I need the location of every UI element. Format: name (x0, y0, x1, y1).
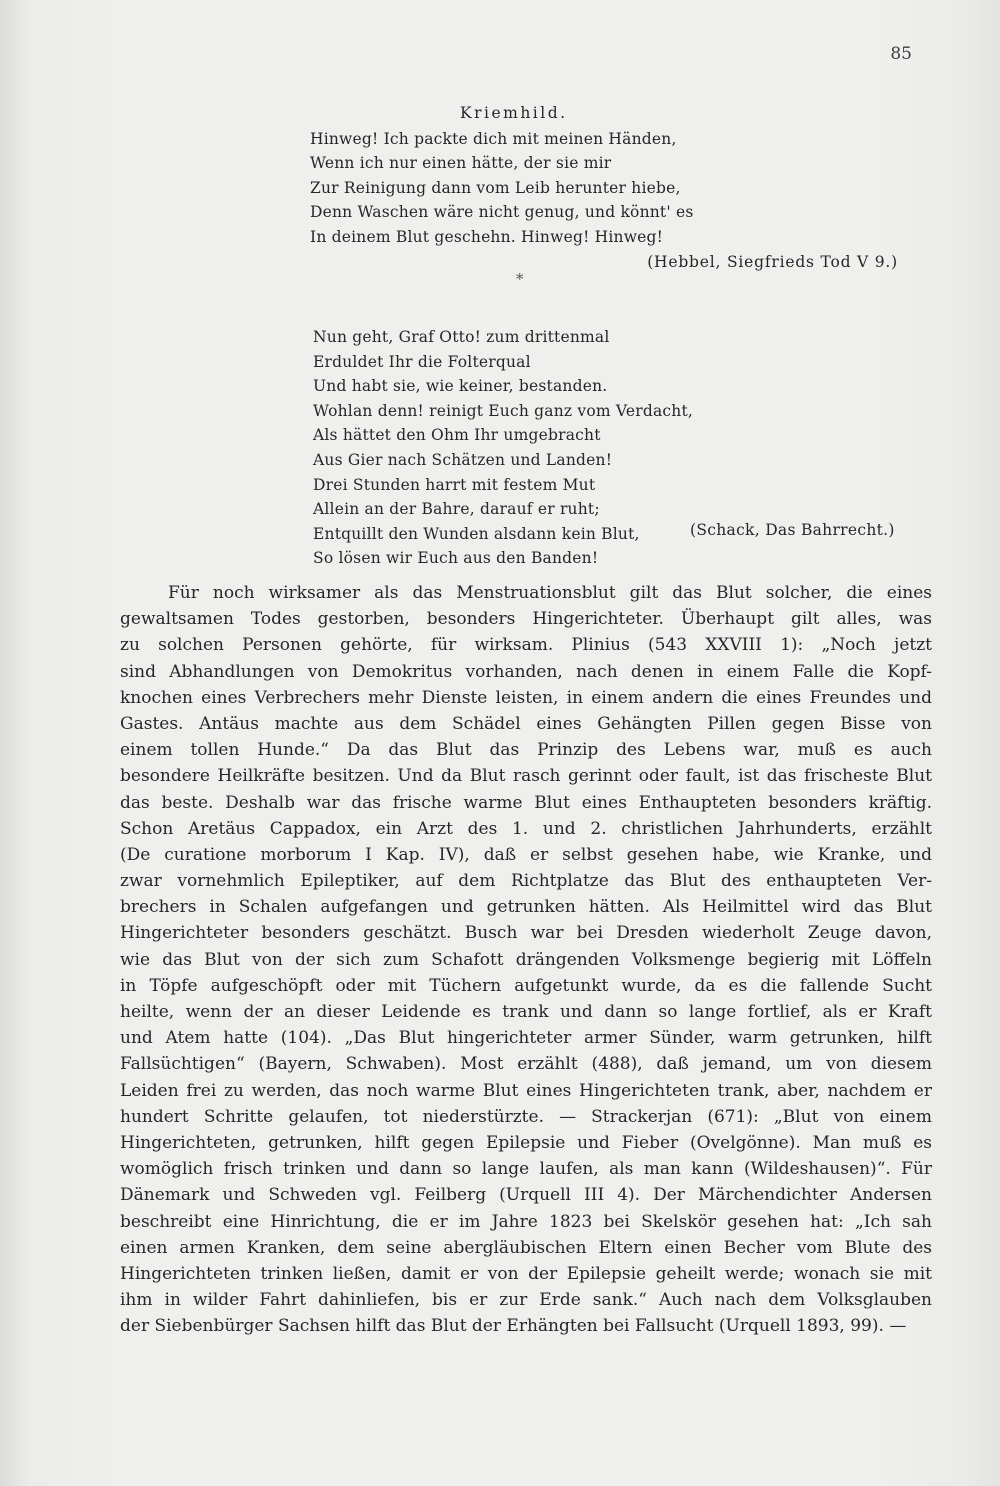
text-line: wie das Blut von der sich zum Schafott drängenden Volksmenge begierig mit Löffeln (120, 949, 932, 970)
poem-line: Aus Gier nach Schätzen und Landen! (313, 450, 613, 469)
poem-line: So lösen wir Euch aus den Banden! (313, 549, 599, 568)
poem-line: In deinem Blut geschehn. Hinweg! Hinweg! (310, 227, 664, 246)
text-line: das beste. Deshalb war das frische warme Blut eines Enthaupteten besonders kräftig. (120, 792, 932, 813)
text-line: zwar vornehmlich Epileptiker, auf dem Richtplatze das Blut des enthaupteten Ver- (120, 871, 932, 892)
text-line: gewaltsamen Todes gestorben, besonders Hingerichteter. Überhaupt gilt alles, was (120, 609, 932, 630)
text-line: Hingerichteter besonders geschätzt. Busch war bei Dresden wiederholt Zeuge davon, (120, 923, 932, 944)
poem-line: Entquillt den Wunden alsdann kein Blut, (313, 524, 640, 543)
text-line: brechers in Schalen aufgefangen und getrunken hätten. Als Heilmittel wird das Blut (120, 897, 932, 918)
poem-line: Allein an der Bahre, darauf er ruht; (313, 500, 600, 519)
text-line: Leiden frei zu werden, das noch warme Blut eines Hingerichteten trank, aber, nachdem er (120, 1080, 932, 1101)
poem-attribution: (Schack, Das Bahrrecht.) (690, 521, 895, 539)
poem-line: Als hättet den Ohm Ihr umgebracht (313, 426, 601, 445)
text-line: ihm in wilder Fahrt dahinliefen, bis er zur Erde sank.“ Auch nach dem Volksglauben (120, 1290, 932, 1311)
poem-line: Drei Stunden harrt mit festem Mut (313, 475, 596, 494)
text-line: Hingerichteten trinken ließen, damit er von der Epilepsie geheilt werde; wonach sie mit (120, 1263, 932, 1284)
text-line: zu solchen Personen gehörte, für wirksam. Plinius (543 XXVIII 1): „Noch jetzt (120, 635, 932, 656)
poem-line: Wenn ich nur einen hätte, der sie mir (310, 154, 612, 173)
page-number: 85 (890, 44, 912, 64)
poem-speaker-heading: Kriemhild. (460, 104, 568, 122)
poem-line: Erduldet Ihr die Folterqual (313, 352, 531, 371)
text-line: knochen eines Verbrechers mehr Dienste leisten, in einem andern die eines Freundes und (120, 687, 932, 708)
poem-line: Zur Reinigung dann vom Leib herunter hiebe, (310, 178, 681, 197)
text-line: einem tollen Hunde.“ Da das Blut das Prinzip des Lebens war, muß es auch (120, 740, 932, 761)
text-line: und Atem hatte (104). „Das Blut hingerichteter armer Sünder, warm getrunken, hilft (120, 1028, 932, 1049)
section-separator: * (516, 270, 524, 288)
poem-line: Denn Waschen wäre nicht genug, und könnt' es (310, 203, 694, 222)
text-line: Schon Aretäus Cappadox, ein Arzt des 1. und 2. christlichen Jahrhunderts, erzählt (120, 818, 932, 839)
text-line: besondere Heilkräfte besitzen. Und da Blut rasch gerinnt oder fault, ist das frischeste Blut (120, 766, 932, 787)
text-line: beschreibt eine Hinrichtung, die er im Jahre 1823 bei Skelskör gesehen hat: „Ich sah (120, 1211, 932, 1232)
text-line: (De curatione morborum I Kap. IV), daß er selbst gesehen habe, wie Kranke, und (120, 844, 932, 865)
text-line: Gastes. Antäus machte aus dem Schädel eines Gehängten Pillen gegen Bisse von (120, 713, 932, 734)
body-paragraph (120, 580, 932, 1339)
text-line: womöglich frisch trinken und dann so lange laufen, als man kann (Wildeshausen)“. Für (120, 1159, 932, 1180)
text-line: einen armen Kranken, dem seine abergläubischen Eltern einen Becher vom Blute des (120, 1237, 932, 1258)
text-line: sind Abhandlungen von Demokritus vorhanden, nach denen in einem Falle die Kopf- (120, 661, 932, 682)
poem-line: Hinweg! Ich packte dich mit meinen Händen, (310, 129, 677, 148)
text-line: Dänemark und Schweden vgl. Feilberg (Urquell III 4). Der Märchendichter Andersen (120, 1185, 932, 1206)
text-line: in Töpfe aufgeschöpft oder mit Tüchern aufgetunkt wurde, da es die fallende Sucht (120, 975, 932, 996)
poem-line: Wohlan denn! reinigt Euch ganz vom Verdacht, (313, 401, 694, 420)
text-line: Hingerichteten, getrunken, hilft gegen Epilepsie und Fieber (Ovelgönne). Man muß es (120, 1132, 932, 1153)
poem-attribution: (Hebbel, Siegfrieds Tod V 9.) (647, 252, 898, 271)
poem-line: Und habt sie, wie keiner, bestanden. (313, 377, 608, 396)
poem-line: Nun geht, Graf Otto! zum drittenmal (313, 328, 610, 346)
text-line: der Siebenbürger Sachsen hilft das Blut der Erhängten bei Fallsucht (Urquell 1893, 99). — (120, 1316, 907, 1337)
poem-kriemhild (310, 101, 910, 274)
text-line: heilte, wenn der an dieser Leidende es trank und dann so lange fortlief, als er Kraft (120, 1002, 932, 1022)
text-line: hundert Schritte gelaufen, tot niederstürzte. — Strackerjan (671): „Blut von einem (120, 1106, 932, 1127)
text-line: Für noch wirksamer als das Menstruationsblut gilt das Blut solcher, die eines (168, 583, 932, 603)
text-line: Fallsüchtigen“ (Bayern, Schwaben). Most erzählt (488), daß jemand, um von diesem (120, 1054, 932, 1075)
